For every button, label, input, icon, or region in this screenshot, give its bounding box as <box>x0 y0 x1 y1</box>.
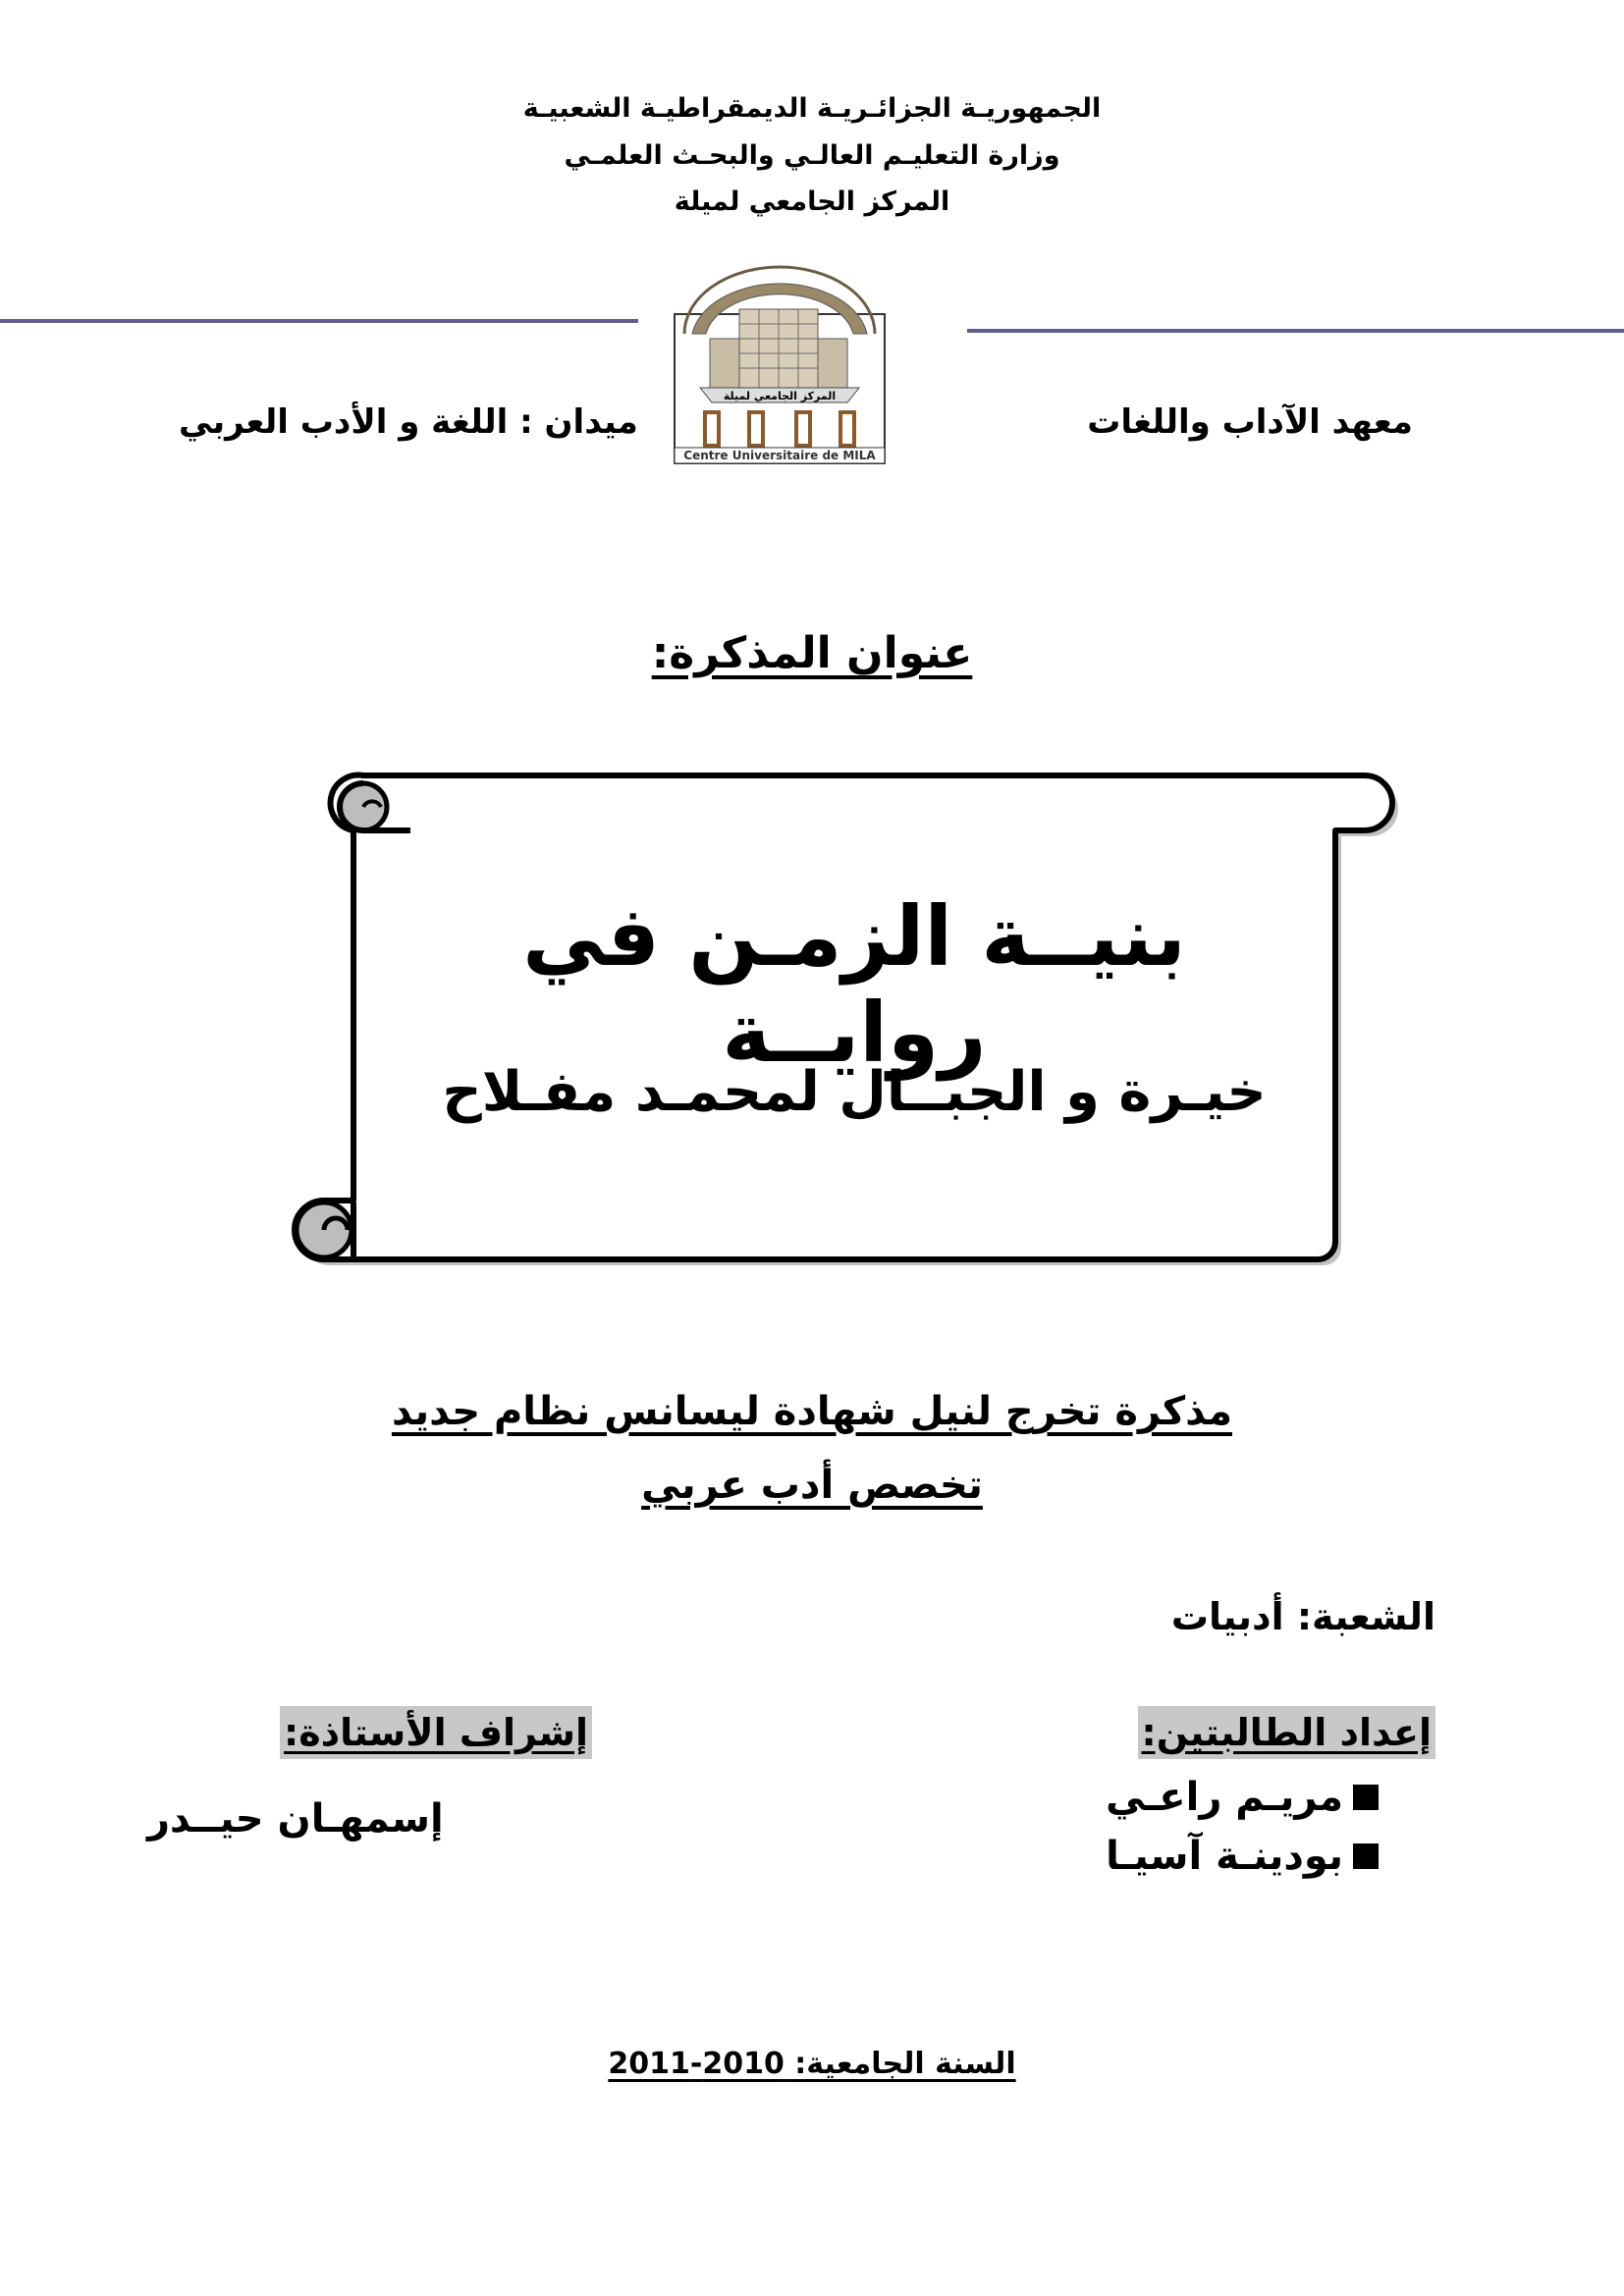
thesis-title-line1: بنيــة الزمـن في روايــة <box>522 888 1186 1081</box>
student-item <box>1106 1775 1379 1820</box>
supervisor-heading: إشراف الأستاذة: <box>280 1706 592 1759</box>
bullet-icon <box>1353 1785 1379 1810</box>
student-name: مريـم راعـي <box>1106 1775 1343 1820</box>
institute-label: معهد الآداب واللغات <box>1087 402 1413 442</box>
header-rule-left <box>0 319 638 323</box>
memo-title-label: عنوان المذكرة: <box>651 628 973 678</box>
academic-year: السنة الجامعية: 2010-2011 <box>608 2047 1016 2081</box>
students-heading: إعداد الطالبتين: <box>1138 1706 1435 1759</box>
logo-arabic-text: المركز الجامعي لميلة <box>723 390 837 402</box>
university-logo <box>671 265 889 467</box>
student-item <box>1106 1834 1379 1879</box>
student-name: بودينـة آسيـا <box>1106 1834 1343 1879</box>
bullet-icon <box>1353 1843 1379 1869</box>
supervisor-name: إسمهـان حيــدر <box>147 1796 444 1842</box>
field-label: ميدان : اللغة و الأدب العربي <box>179 402 638 442</box>
header-center: المركز الجامعي لميلة <box>674 187 950 217</box>
thesis-title-line2: خيـرة و الجبــال لمحمـد مفـلاح <box>442 1060 1267 1124</box>
degree-line2: تخصص أدب عربي <box>641 1463 983 1508</box>
branch-label: الشعبة: أدبيات <box>1170 1595 1435 1638</box>
header-republic: الجمهوريـة الجزائـريـة الديمقراطيـة الشعبيـة <box>522 93 1102 124</box>
header-rule-right <box>967 329 1624 333</box>
degree-line1: مذكرة تخرج لنيل شهادة ليسانس نظام جديد <box>391 1389 1233 1434</box>
logo-french-text: Centre Universitaire de MILA <box>683 449 876 462</box>
university-logo-icon <box>671 265 889 467</box>
header-ministry: وزارة التعليـم العالـي والبحـث العلمـي <box>564 140 1060 171</box>
